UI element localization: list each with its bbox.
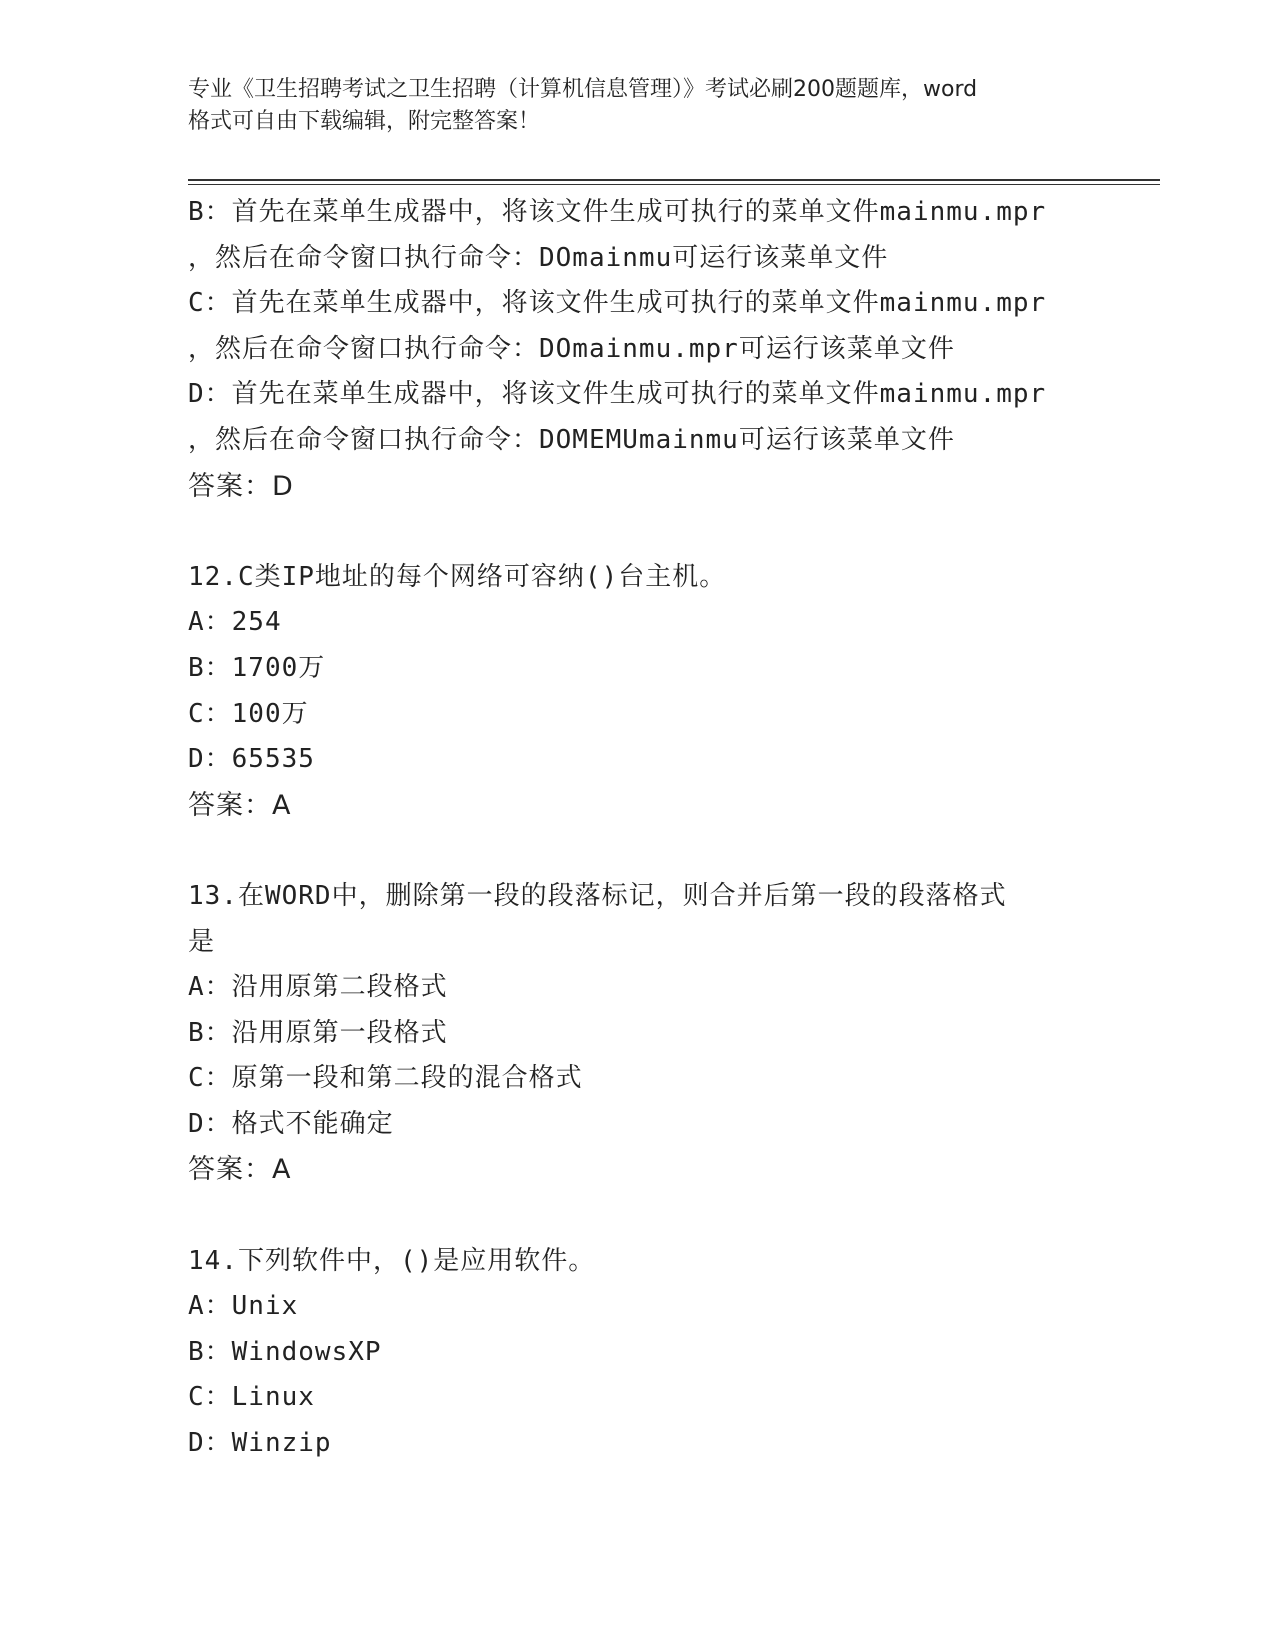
q14-option-a: A：Unix [188, 1291, 299, 1322]
question-12 [188, 555, 1088, 829]
question-13 [188, 874, 1088, 1193]
header-line-1: 专业《卫生招聘考试之卫生招聘（计算机信息管理）》考试必刷200题题库，word [188, 77, 978, 102]
q14-question: 14.下列软件中，()是应用软件。 [188, 1245, 596, 1276]
question-11 [188, 190, 1088, 509]
q13-question-line-1: 13.在WORD中，删除第一段的段落标记，则合并后第一段的段落格式 [188, 880, 1007, 911]
q14-option-d: D：Winzip [188, 1428, 332, 1459]
q11-option-d-line-2: ，然后在命令窗口执行命令：DOMEMUmainmu可运行该菜单文件 [188, 424, 955, 455]
q12-option-c: C：100万 [188, 698, 309, 729]
q11-option-c-line-1: C：首先在菜单生成器中，将该文件生成可执行的菜单文件mainmu.mpr [188, 288, 1047, 319]
q12-option-b: B：1700万 [188, 652, 326, 683]
q13-answer: 答案：A [188, 1154, 292, 1186]
q11-option-b-line-2: ，然后在命令窗口执行命令：DOmainmu可运行该菜单文件 [188, 242, 889, 273]
header-line-2: 格式可自由下载编辑，附完整答案！ [188, 109, 541, 134]
q13-option-a: A：沿用原第二段格式 [188, 972, 448, 1003]
spacer [188, 828, 1088, 874]
q14-option-b: B：WindowsXP [188, 1336, 382, 1367]
q12-answer: 答案：A [188, 789, 292, 821]
document-header [188, 74, 1108, 138]
q12-option-d: D：65535 [188, 744, 315, 775]
question-list [188, 190, 1088, 1467]
q11-answer: 答案：D [188, 470, 294, 502]
spacer [188, 509, 1088, 555]
q12-option-a: A：254 [188, 607, 282, 638]
header-divider-thick [188, 179, 1160, 181]
q13-option-d: D：格式不能确定 [188, 1108, 394, 1139]
q11-option-d-line-1: D：首先在菜单生成器中，将该文件生成可执行的菜单文件mainmu.mpr [188, 379, 1047, 410]
q12-question: 12.C类IP地址的每个网络可容纳()台主机。 [188, 561, 727, 592]
header-divider-thin [188, 184, 1160, 185]
spacer [188, 1193, 1088, 1239]
q13-option-c: C：原第一段和第二段的混合格式 [188, 1063, 583, 1094]
q11-option-c-line-2: ，然后在命令窗口执行命令：DOmainmu.mpr可运行该菜单文件 [188, 333, 955, 364]
q13-option-b: B：沿用原第一段格式 [188, 1017, 448, 1048]
q13-question-line-2: 是 [188, 926, 216, 957]
q11-option-b-line-1: B：首先在菜单生成器中，将该文件生成可执行的菜单文件mainmu.mpr [188, 197, 1047, 227]
q14-option-c: C：Linux [188, 1382, 315, 1413]
question-14 [188, 1239, 1088, 1467]
